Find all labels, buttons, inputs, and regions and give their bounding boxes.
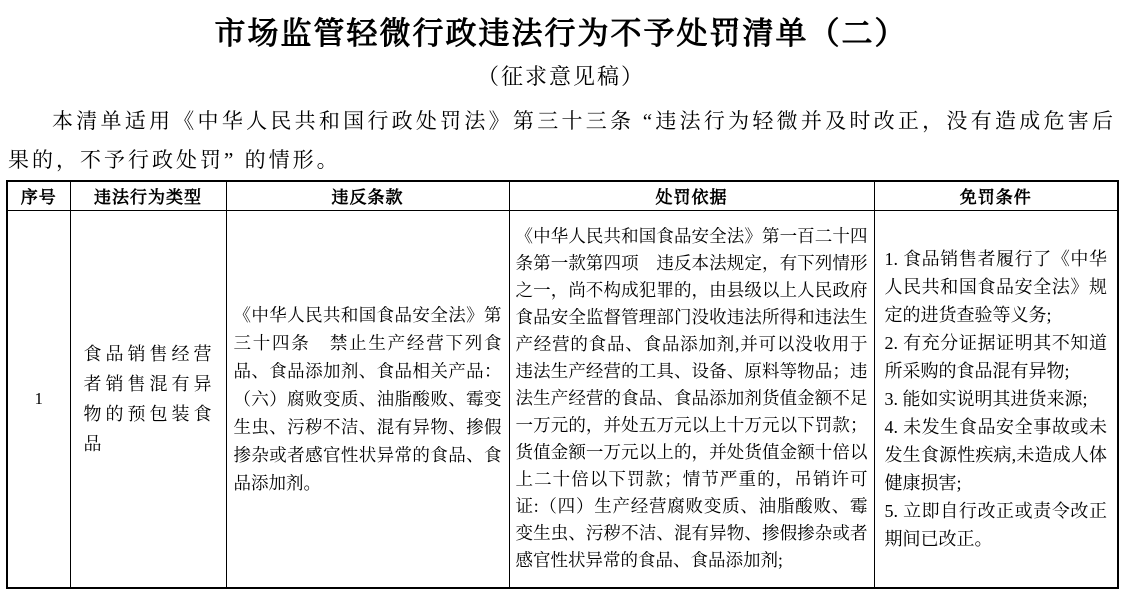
document-title: 市场监管轻微行政违法行为不予处罚清单（二） [214,16,908,51]
cell-penalty-basis [509,210,874,588]
header-exemption-conditions: 免罚条件 [874,181,1118,210]
header-serial-number: 序号 [7,181,70,210]
cell-violation-type [70,210,226,588]
cell-exemption-conditions [874,210,1118,588]
intro-paragraph: 本清单适用《中华人民共和国行政处罚法》第三十三条 “违法行为轻微并及时改正，没有造成危害后果的，不予行政处罚” 的情形。 [8,109,1116,172]
header-penalty-basis: 处罚依据 [509,181,874,210]
table-header-row [7,181,1118,210]
exemption-condition-item: 5. 立即自行改正或责令改正期间已改正。 [884,500,1107,549]
header-violation-type: 违法行为类型 [70,181,226,210]
cell-serial-number: 1 [7,210,70,588]
header-violated-clause: 违反条款 [226,181,509,210]
violation-type-text: 食品销售经营者销售混有异物的预包装食品 [83,343,213,454]
exemption-condition-item: 4. 未发生食品安全事故或未发生食源性疾病,未造成人体健康损害; [884,416,1107,493]
violations-table [6,180,1119,589]
violated-clause-text: 《中华人民共和国食品安全法》第三十四条 禁止生产经营下列食品、食品添加剂、食品相关产品：（六）腐败变质、油脂酸败、霉变生虫、污秽不洁、混有异物、掺假掺杂或者感官性状异常的食品、食品添加剂。 [233,304,502,493]
penalty-basis-text: 《中华人民共和国食品安全法》第一百二十四条第一款第四项 违反本法规定，有下列情形之一，尚不构成犯罪的，由县级以上人民政府食品安全监督管理部门没收违法所得和违法生产经营的食品、食品添加剂,并可以没收用于违法生产经营的工具、设备、原料等物品；违法生产经营的食品、食品添加剂货值金额不足一万元的，并处五万元以上十万元以下罚款；货值金额一万元以上的，并处货值金额十倍以上二十倍以下罚款；情节严重的，吊销许可证:（四）生产经营腐败变质、油脂酸败、霉变生虫、污秽不洁、混有异物、掺假掺杂或者感官性状异常的食品、食品添加剂; [515,226,868,571]
exemption-condition-item: 3. 能如实说明其进货来源; [884,388,1088,409]
table-row [7,210,1118,588]
exemption-condition-item: 1. 食品销售者履行了《中华人民共和国食品安全法》规定的进货查验等义务; [884,248,1107,325]
cell-violated-clause [226,210,509,588]
exemption-condition-item: 2. 有充分证据证明其不知道所采购的食品混有异物; [884,332,1107,381]
document-subtitle: （征求意见稿） [476,64,645,89]
